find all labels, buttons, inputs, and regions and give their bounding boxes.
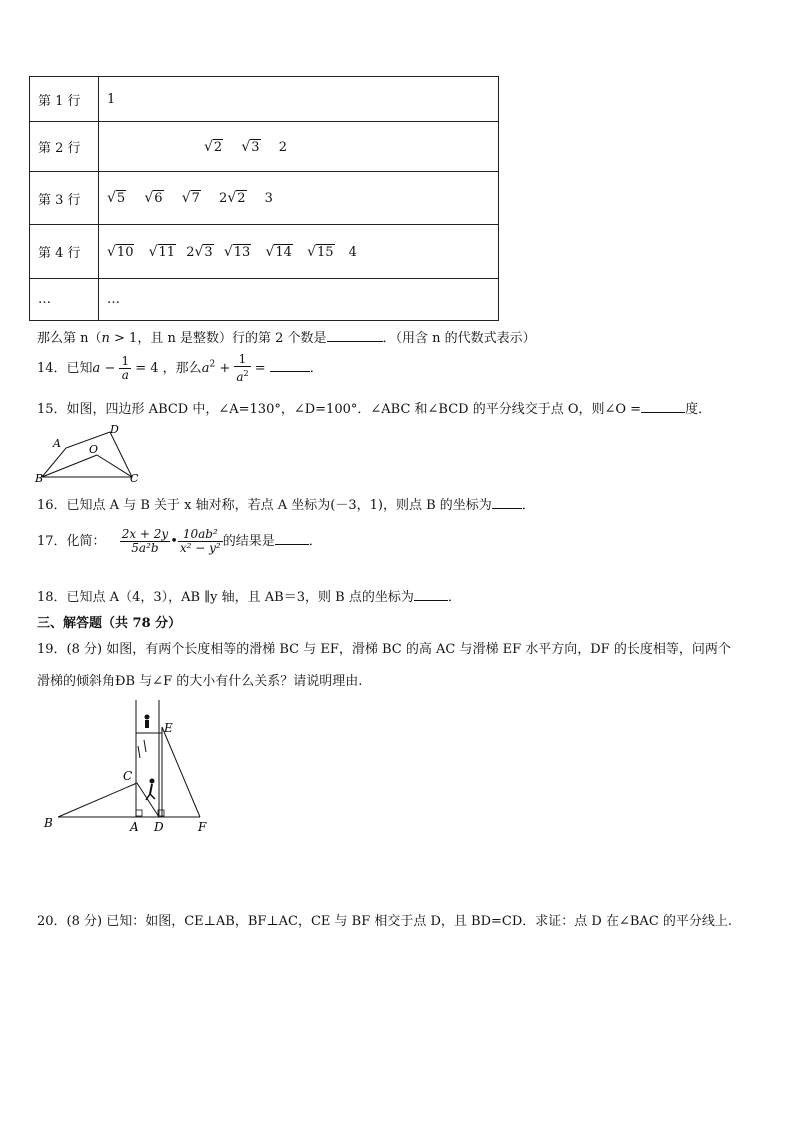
row-label: 第 1 行 (30, 77, 99, 122)
value: √6 (144, 190, 163, 206)
row-label: … (30, 279, 99, 321)
row-values (99, 77, 499, 122)
q15-figure (34, 422, 144, 484)
question-18: 18．已知点 A（4，3），AB ∥y 轴，且 AB＝3，则 B 点的坐标为 ． (37, 590, 461, 605)
answer-blank (414, 600, 448, 601)
question-20: 20．(8 分) 已知：如图，CE⊥AB，BF⊥AC，CE 与 BF 相交于点 D，且 BD=CD．求证：点 D 在∠BAC 的平分线上. (37, 914, 733, 929)
row-values (99, 279, 499, 321)
value: √7 (181, 190, 200, 206)
value: 3 (264, 191, 273, 206)
value: √14 (265, 243, 292, 260)
row-label: 第 4 行 (30, 225, 99, 279)
value: 2√2 (219, 190, 246, 206)
value: √15 (307, 243, 334, 260)
question-15: 15．如图，四边形 ABCD 中，∠A=130°，∠D=100°．∠ABC 和∠BCD 的平分线交于点 O，则∠O = 度． (37, 402, 712, 417)
question-14: 14．已知a − $\frac{1}{a}$ = 4 ，那么$a^2$ + $\frac{1}{a^2}$ = ． (37, 352, 323, 384)
q19-figure (40, 700, 220, 838)
label-B: B (35, 472, 44, 484)
value: √10 (107, 243, 134, 260)
q13-continuation: 那么第 n（n > 1，且 n 是整数）行的第 2 个数是 ．（用含 n 的代数式表示） (37, 331, 536, 346)
label-E: E (164, 721, 173, 735)
value: √11 (148, 243, 176, 260)
answer-blank (270, 371, 310, 372)
label-A: A (130, 820, 139, 834)
label-F: F (198, 820, 207, 834)
value: √5 (107, 190, 126, 206)
row-label: 第 2 行 (30, 122, 99, 172)
label-C: C (130, 472, 139, 484)
fraction: $\frac{1}{a}$ (121, 354, 130, 382)
value: √13 (223, 243, 251, 260)
row-label: 第 3 行 (30, 172, 99, 225)
row-values (99, 122, 499, 172)
label-B: B (44, 816, 53, 830)
question-19-line-2: 滑梯的倾斜角ÐB 与∠F 的大小有什么关系？请说明理由. (37, 674, 363, 689)
answer-blank (492, 508, 522, 509)
answer-blank (275, 544, 309, 545)
section-heading: 三、解答题（共 78 分） (37, 616, 182, 631)
value: 4 (348, 244, 357, 260)
value: √3 (241, 138, 260, 155)
label-C: C (123, 769, 133, 783)
question-16: 16．已知点 A 与 B 关于 x 轴对称，若点 A 坐标为(－3，1)，则点 B 的坐标为 ． (37, 498, 535, 513)
label-D: D (110, 423, 119, 436)
question-19-line-1: 19．(8 分) 如图，有两个长度相等的滑梯 BC 与 EF，滑梯 BC 的高 AC 与滑梯 EF 水平方向，DF 的长度相等，问两个 (37, 642, 731, 657)
row-values (99, 225, 499, 279)
answer-blank (327, 341, 383, 342)
label-D: D (154, 820, 164, 834)
fraction-2: $\frac{\text{10ab²}}{\text{x² − y²}}$ (179, 527, 221, 555)
row-values (99, 172, 499, 225)
value: 1 (107, 91, 116, 107)
value: 2 (278, 139, 287, 155)
label-A: A (53, 437, 61, 450)
value: … (107, 292, 120, 307)
fraction-1: $\frac{2x + 2y}{\text{5a²b}}$ (121, 527, 169, 555)
number-table (29, 76, 499, 321)
answer-blank (641, 412, 685, 413)
question-17: 17．化简： $\frac{2x + 2y}{\text{5a²b}}$ • $\frac{\text{10ab²}}{\text{x² − y²}}$ 的结果是 ． (37, 527, 322, 555)
fraction: $\frac{1}{a^2}$ (236, 352, 249, 384)
label-O: O (89, 443, 99, 456)
value: 2√3 (186, 243, 213, 260)
value: √2 (204, 138, 223, 155)
